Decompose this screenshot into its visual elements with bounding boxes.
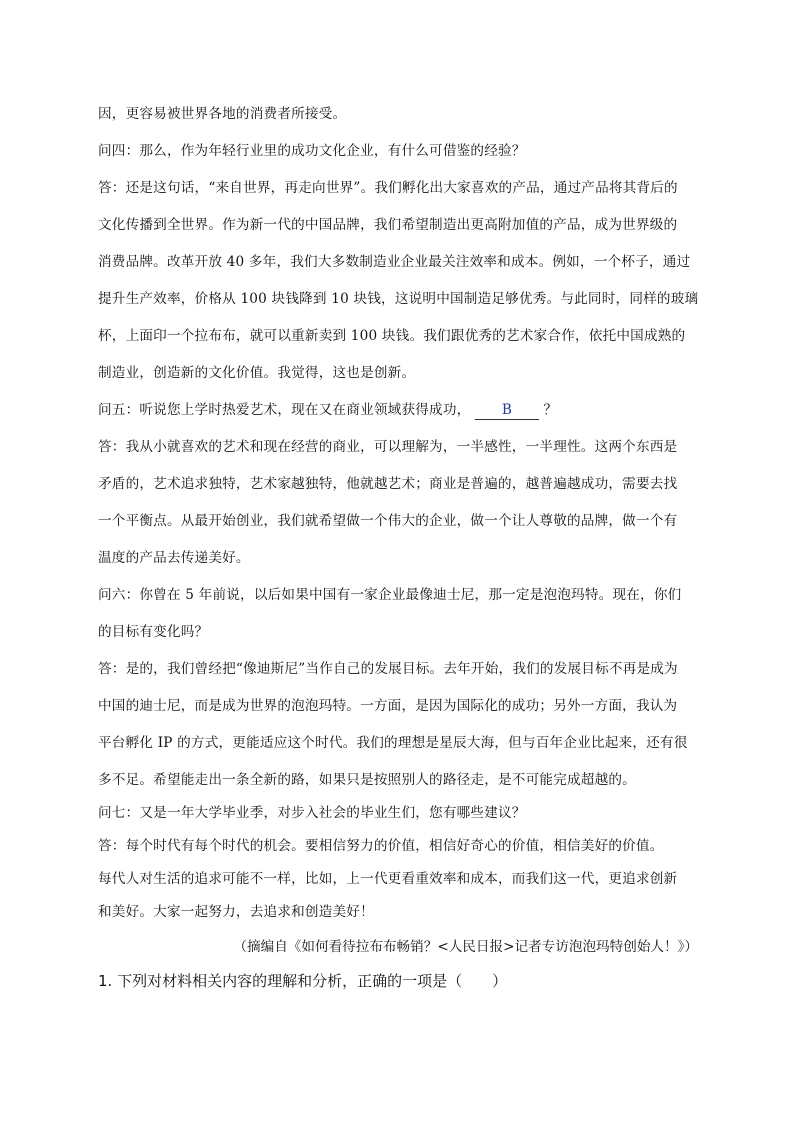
question-seven: 问七：又是一年大学毕业季，对步入社会的毕业生们，您有哪些建议？ [98, 805, 526, 821]
text-line: 温度的产品去传递美好。 [98, 550, 250, 566]
text-line: 平台孵化 IP 的方式，更能适应这个时代。我们的理想是星辰大海，但与百年企业比起来，还有很 [98, 735, 688, 751]
question-one: 1. 下列对材料相关内容的理解和分析，正确的一项是（ ） [98, 972, 508, 990]
text-line: 杯，上面印一个拉布布，就可以重新卖到 100 块钱。我们跟优秀的艺术家合作，依托中国成熟的 [98, 328, 686, 344]
document-page [98, 104, 698, 992]
text-line: 的目标有变化吗？ [98, 624, 209, 640]
text-line: 答：每个时代有每个时代的机会。要相信努力的价值，相信好奇心的价值，相信美好的价值。 [98, 838, 664, 854]
text-line: 制造业，创造新的文化价值。我觉得，这也是创新。 [98, 365, 416, 381]
question-six: 问六：你曾在 5 年前说，以后如果中国有一家企业最像迪士尼，那一定是泡泡玛特。现在，你们 [98, 587, 682, 603]
text-line: 一个平衡点。从最开始创业，我们就希望做一个伟大的企业，做一个让人尊敬的品牌，做一个有 [98, 513, 678, 529]
text-line: 多不足。希望能走出一条全新的路，如果只是按照别人的路径走，是不可能完成超越的。 [98, 772, 636, 788]
question-five [98, 400, 698, 421]
text-line: 文化传播到全世界。作为新一代的中国品牌，我们希望制造出更高附加值的产品，成为世界级的 [98, 217, 678, 233]
text-line: 提升生产效率，价格从 100 块钱降到 10 块钱，这说明中国制造足够优秀。与此同时，同样的玻璃 [98, 291, 699, 307]
text-line: 答：我从小就喜欢的艺术和现在经营的商业，可以理解为，一半感性，一半理性。这两个东西是 [98, 439, 678, 455]
text-line: 和美好。大家一起努力，去追求和创造美好！ [98, 904, 374, 920]
text-line: 答：还是这句话，“来自世界，再走向世界”。我们孵化出大家喜欢的产品，通过产品将其背后的 [98, 180, 678, 196]
text-line: 矛盾的，艺术追求独特，艺术家越独特，他就越艺术；商业是普遍的，越普遍越成功，需要去找 [98, 476, 678, 492]
answer-blank: B [475, 402, 539, 420]
question-five-prefix: 问五：听说您上学时热爱艺术，现在又在商业领域获得成功， [98, 402, 471, 418]
question-four: 问四：那么，作为年轻行业里的成功文化企业，有什么可借鉴的经验？ [98, 143, 526, 159]
text-line: 中国的迪士尼，而是成为世界的泡泡玛特。一方面，是因为国际化的成功；另外一方面，我认为 [98, 698, 678, 714]
text-line: 消费品牌。改革开放 40 多年，我们大多数制造业企业最关注效率和成本。例如，一个杯子，通过 [98, 254, 691, 270]
text-line: 答：是的，我们曾经把“像迪斯尼”当作自己的发展目标。去年开始，我们的发展目标不再是成为 [98, 661, 678, 677]
text-line: 因，更容易被世界各地的消费者所接受。 [98, 106, 347, 122]
text-line: 每代人对生活的追求可能不一样，比如，上一代更看重效率和成本，而我们这一代，更追求创新 [98, 871, 678, 887]
question-five-suffix: ？ [543, 402, 558, 418]
source-citation: （摘编自《如何看待拉布布畅销？<人民日报>记者专访泡泡玛特创始人！》） [233, 939, 698, 955]
